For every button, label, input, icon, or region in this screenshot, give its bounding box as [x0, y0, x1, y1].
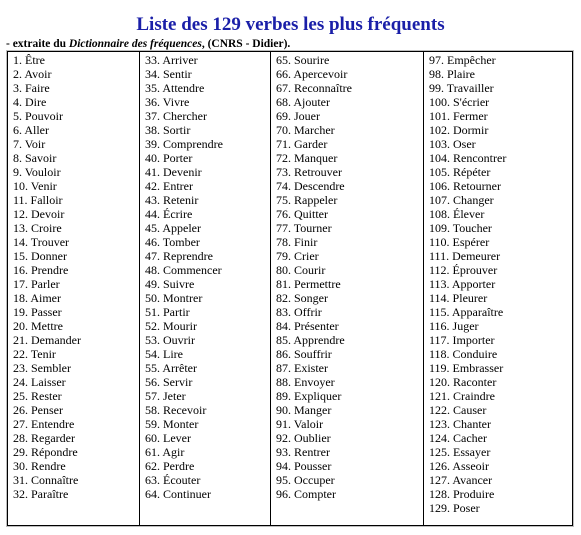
- verb-item: 3. Faire: [13, 81, 50, 95]
- verb-item: 6. Aller: [13, 123, 49, 137]
- verb-item: 113. Apporter: [429, 277, 496, 291]
- verb-item: 30. Rendre: [13, 459, 66, 473]
- verb-item: 57. Jeter: [145, 389, 186, 403]
- verb-item: 15. Donner: [13, 249, 67, 263]
- verb-item: 74. Descendre: [276, 179, 345, 193]
- verb-item: 120. Raconter: [429, 375, 497, 389]
- verb-item: 41. Devenir: [145, 165, 202, 179]
- verb-item: 76. Quitter: [276, 207, 328, 221]
- verb-item: 66. Apercevoir: [276, 67, 348, 81]
- verbs-column-4: [424, 52, 572, 525]
- verb-item: 45. Appeler: [145, 221, 201, 235]
- verb-item: 88. Envoyer: [276, 375, 335, 389]
- verb-item: 43. Retenir: [145, 193, 199, 207]
- verb-item: 124. Cacher: [429, 431, 487, 445]
- verb-item: 123. Chanter: [429, 417, 491, 431]
- verb-item: 128. Produire: [429, 487, 495, 501]
- verb-item: 22. Tenir: [13, 347, 56, 361]
- verb-item: 16. Prendre: [13, 263, 69, 277]
- verb-item: 109. Toucher: [429, 221, 492, 235]
- verb-item: 48. Commencer: [145, 263, 222, 277]
- verb-item: 39. Comprendre: [145, 137, 223, 151]
- verb-item: 1. Être: [13, 53, 45, 67]
- verb-item: 69. Jouer: [276, 109, 320, 123]
- verb-item: 25. Rester: [13, 389, 62, 403]
- verb-item: 70. Marcher: [276, 123, 335, 137]
- verb-item: 116. Juger: [429, 319, 479, 333]
- verb-item: 102. Dormir: [429, 123, 489, 137]
- verb-item: 42. Entrer: [145, 179, 193, 193]
- verb-item: 87. Exister: [276, 361, 328, 375]
- verb-item: 59. Monter: [145, 417, 199, 431]
- verb-item: 125. Essayer: [429, 445, 491, 459]
- page-title: Liste des 129 verbes les plus fréquents: [136, 14, 445, 35]
- verb-item: 94. Pousser: [276, 459, 332, 473]
- verb-item: 85. Apprendre: [276, 333, 345, 347]
- verb-item: 11. Falloir: [13, 193, 63, 207]
- verb-item: 55. Arrêter: [145, 361, 197, 375]
- verb-item: 12. Devoir: [13, 207, 65, 221]
- verb-item: 10. Venir: [13, 179, 57, 193]
- verb-item: 92. Oublier: [276, 431, 331, 445]
- verb-item: 29. Répondre: [13, 445, 78, 459]
- verb-item: 97. Empêcher: [429, 53, 496, 67]
- source-book-title: Dictionnaire des fréquences: [68, 38, 202, 50]
- verb-item: 108. Élever: [429, 207, 485, 221]
- verb-item: 44. Écrire: [145, 207, 193, 221]
- verbs-column-1: [8, 52, 140, 525]
- verb-item: 56. Servir: [145, 375, 193, 389]
- verbs-table: [7, 51, 573, 526]
- verb-item: 71. Garder: [276, 137, 328, 151]
- source-caption: [6, 38, 290, 51]
- verb-item: 82. Songer: [276, 291, 328, 305]
- verb-item: 122. Causer: [429, 403, 487, 417]
- verb-item: 104. Rencontrer: [429, 151, 507, 165]
- verb-item: 28. Regarder: [13, 431, 75, 445]
- verb-item: 127. Avancer: [429, 473, 493, 487]
- verb-item: 75. Rappeler: [276, 193, 338, 207]
- verb-item: 37. Chercher: [145, 109, 207, 123]
- verb-item: 32. Paraître: [13, 487, 69, 501]
- verb-item: 27. Entendre: [13, 417, 75, 431]
- verb-item: 86. Souffrir: [276, 347, 332, 361]
- verb-item: 77. Tourner: [276, 221, 332, 235]
- verb-item: 67. Reconnaître: [276, 81, 352, 95]
- verb-item: 63. Écouter: [145, 473, 201, 487]
- verb-item: 89. Expliquer: [276, 389, 342, 403]
- verb-item: 64. Continuer: [145, 487, 211, 501]
- verb-item: 13. Croire: [13, 221, 62, 235]
- verb-item: 23. Sembler: [13, 361, 71, 375]
- verb-item: 58. Recevoir: [145, 403, 207, 417]
- verb-item: 8. Savoir: [13, 151, 57, 165]
- verb-item: 2. Avoir: [13, 67, 52, 81]
- verb-item: 80. Courir: [276, 263, 326, 277]
- verb-item: 98. Plaire: [429, 67, 475, 81]
- verb-item: 79. Crier: [276, 249, 319, 263]
- verb-item: 21. Demander: [13, 333, 81, 347]
- verb-item: 7. Voir: [13, 137, 46, 151]
- verb-item: 17. Parler: [13, 277, 60, 291]
- verb-item: 111. Demeurer: [429, 249, 501, 263]
- verb-item: 34. Sentir: [145, 67, 192, 81]
- verb-item: 107. Changer: [429, 193, 494, 207]
- verb-item: 90. Manger: [276, 403, 332, 417]
- verb-item: 18. Aimer: [13, 291, 61, 305]
- verb-item: 119. Embrasser: [429, 361, 504, 375]
- verb-item: 121. Craindre: [429, 389, 495, 403]
- verb-item: 112. Éprouver: [429, 263, 498, 277]
- verb-item: 47. Reprendre: [145, 249, 213, 263]
- verb-item: 101. Fermer: [429, 109, 488, 123]
- verb-item: 62. Perdre: [145, 459, 195, 473]
- verb-item: 95. Occuper: [276, 473, 335, 487]
- verb-item: 103. Oser: [429, 137, 476, 151]
- verb-item: 68. Ajouter: [276, 95, 330, 109]
- verb-item: 31. Connaître: [13, 473, 79, 487]
- verb-item: 9. Vouloir: [13, 165, 61, 179]
- verb-item: 51. Partir: [145, 305, 190, 319]
- verb-item: 4. Dire: [13, 95, 47, 109]
- verb-item: 96. Compter: [276, 487, 336, 501]
- verb-item: 91. Valoir: [276, 417, 324, 431]
- verb-item: 99. Travailler: [429, 81, 494, 95]
- verb-item: 60. Lever: [145, 431, 191, 445]
- verb-item: 81. Permettre: [276, 277, 341, 291]
- verb-item: 14. Trouver: [13, 235, 70, 249]
- verb-item: 105. Répéter: [429, 165, 491, 179]
- verb-item: 50. Montrer: [145, 291, 203, 305]
- verb-item: 46. Tomber: [145, 235, 200, 249]
- verb-item: 20. Mettre: [13, 319, 63, 333]
- verbs-column-3: [271, 52, 424, 525]
- verb-item: 26. Penser: [13, 403, 63, 417]
- verb-item: 33. Arriver: [145, 53, 198, 67]
- verb-item: 83. Offrir: [276, 305, 322, 319]
- verb-item: 106. Retourner: [429, 179, 501, 193]
- verb-item: 73. Retrouver: [276, 165, 342, 179]
- verb-item: 40. Porter: [145, 151, 193, 165]
- verb-item: 110. Espérer: [429, 235, 490, 249]
- source-caption-prefix: - extraite du: [6, 38, 69, 50]
- verb-item: 35. Attendre: [145, 81, 205, 95]
- verb-item: 53. Ouvrir: [145, 333, 195, 347]
- verb-item: 38. Sortir: [145, 123, 191, 137]
- verb-item: 49. Suivre: [145, 277, 195, 291]
- verb-item: 72. Manquer: [276, 151, 338, 165]
- source-caption-suffix: , (CNRS - Didier).: [201, 38, 291, 50]
- verb-item: 54. Lire: [145, 347, 183, 361]
- verb-item: 129. Poser: [429, 501, 480, 515]
- verb-item: 114. Pleurer: [429, 291, 488, 305]
- verb-item: 78. Finir: [276, 235, 318, 249]
- verb-item: 100. S'écrier: [429, 95, 490, 109]
- verb-item: 19. Passer: [13, 305, 62, 319]
- verb-item: 118. Conduire: [429, 347, 498, 361]
- verb-item: 24. Laisser: [13, 375, 66, 389]
- verb-item: 61. Agir: [145, 445, 185, 459]
- verb-item: 93. Rentrer: [276, 445, 330, 459]
- verb-item: 52. Mourir: [145, 319, 197, 333]
- verb-item: 5. Pouvoir: [13, 109, 64, 123]
- verbs-column-2: [140, 52, 271, 525]
- verb-item: 117. Importer: [429, 333, 495, 347]
- verb-item: 84. Présenter: [276, 319, 339, 333]
- verb-item: 115. Apparaître: [429, 305, 504, 319]
- verb-item: 65. Sourire: [276, 53, 330, 67]
- verb-item: 126. Asseoir: [429, 459, 489, 473]
- verb-item: 36. Vivre: [145, 95, 190, 109]
